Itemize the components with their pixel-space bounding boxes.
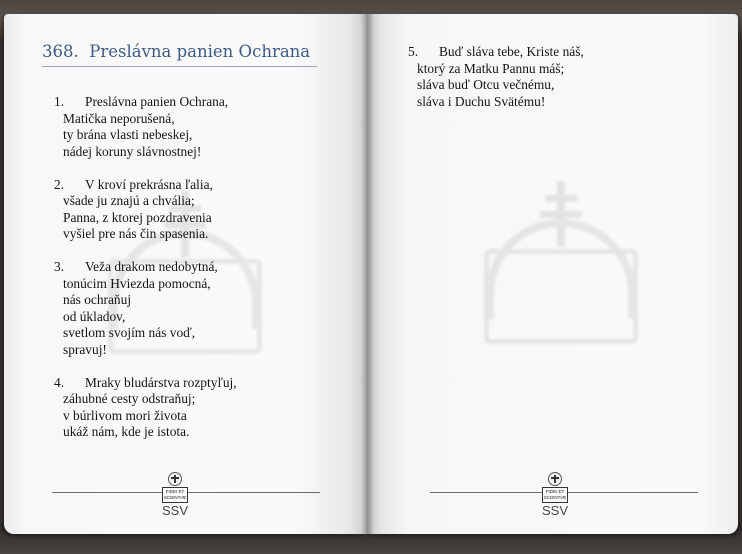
left-verses (54, 94, 237, 457)
verse-line: Panna, z ktorej pozdravenia (63, 209, 212, 225)
open-book (0, 14, 742, 534)
verse-line: 5. Buď sláva tebe, Kriste náš, (408, 44, 584, 59)
ssv-logo (541, 472, 569, 524)
verse-line: Matička neporušená, (63, 110, 175, 126)
verse-line: nás ochraňuj (63, 292, 132, 307)
verse-number: 5. (408, 44, 419, 59)
watermark-book (484, 249, 638, 344)
verse (54, 94, 237, 160)
cross-icon (168, 472, 182, 486)
book-spine (360, 14, 374, 534)
verse-line: 3. Veža drakom nedobytná, (54, 259, 218, 274)
cross-icon (548, 472, 562, 486)
logo-book-icon: FIDEI ET SCIENTIÆ (542, 487, 568, 503)
verse-line: ukáž nám, kde je istota. (63, 424, 190, 439)
verse-line: v búrlivom mori životа (63, 407, 187, 423)
logo-book-icon: FIDEI ET SCIENTIÆ (162, 487, 188, 503)
verse-line: ktorý za Matku Pannu máš; (417, 60, 565, 76)
verse-line: sláva buď Otcu večnému, (417, 77, 555, 92)
verse (54, 177, 237, 243)
hymn-title-text: Preslávna panien Ochrana (89, 42, 311, 61)
right-page[interactable] (366, 14, 738, 534)
verse-line: ty brána vlasti nebeskej, (63, 127, 193, 142)
ssv-watermark (476, 179, 646, 409)
verse (408, 44, 584, 110)
verse-line: 1. Preslávna panien Ochrana, (54, 94, 229, 109)
verse-line: sláva i Duchu Svätému! (417, 93, 546, 109)
verse-line: 4. Mraky bludárstva rozptyľuj, (54, 374, 237, 390)
verse-line: nádej koruny slávnostnej! (63, 143, 202, 159)
ssv-logo (161, 472, 189, 524)
verse-line: vyšiel pre nás čin spasenia. (63, 226, 209, 241)
left-page[interactable] (4, 14, 366, 534)
hymn-number: 368. (42, 42, 79, 61)
verse-line: spravuj! (63, 341, 107, 357)
verse (54, 259, 237, 358)
logo-letters: SSV (161, 503, 188, 518)
logo-letters: SSV (541, 503, 568, 518)
verse-line: 2. V kroví prekrásna ľalia, (54, 176, 213, 192)
verse-line: od úkladov, (63, 308, 126, 324)
verse-number: 1. (54, 94, 65, 109)
verse-line: všade ju znajú a chvália; (63, 193, 195, 208)
right-verses (408, 44, 584, 127)
hymn-title (42, 42, 310, 61)
verse-number: 4. (54, 374, 65, 390)
verse-line: svetlom svojím nás voď, (63, 325, 196, 340)
verse (54, 375, 237, 441)
title-divider (42, 66, 317, 67)
verse-number: 2. (54, 176, 65, 192)
verse-number: 3. (54, 259, 65, 274)
verse-line: záhubné cesty odstraňuj; (63, 391, 196, 406)
verse-line: tonúcim Hviezda pomocná, (63, 275, 211, 291)
